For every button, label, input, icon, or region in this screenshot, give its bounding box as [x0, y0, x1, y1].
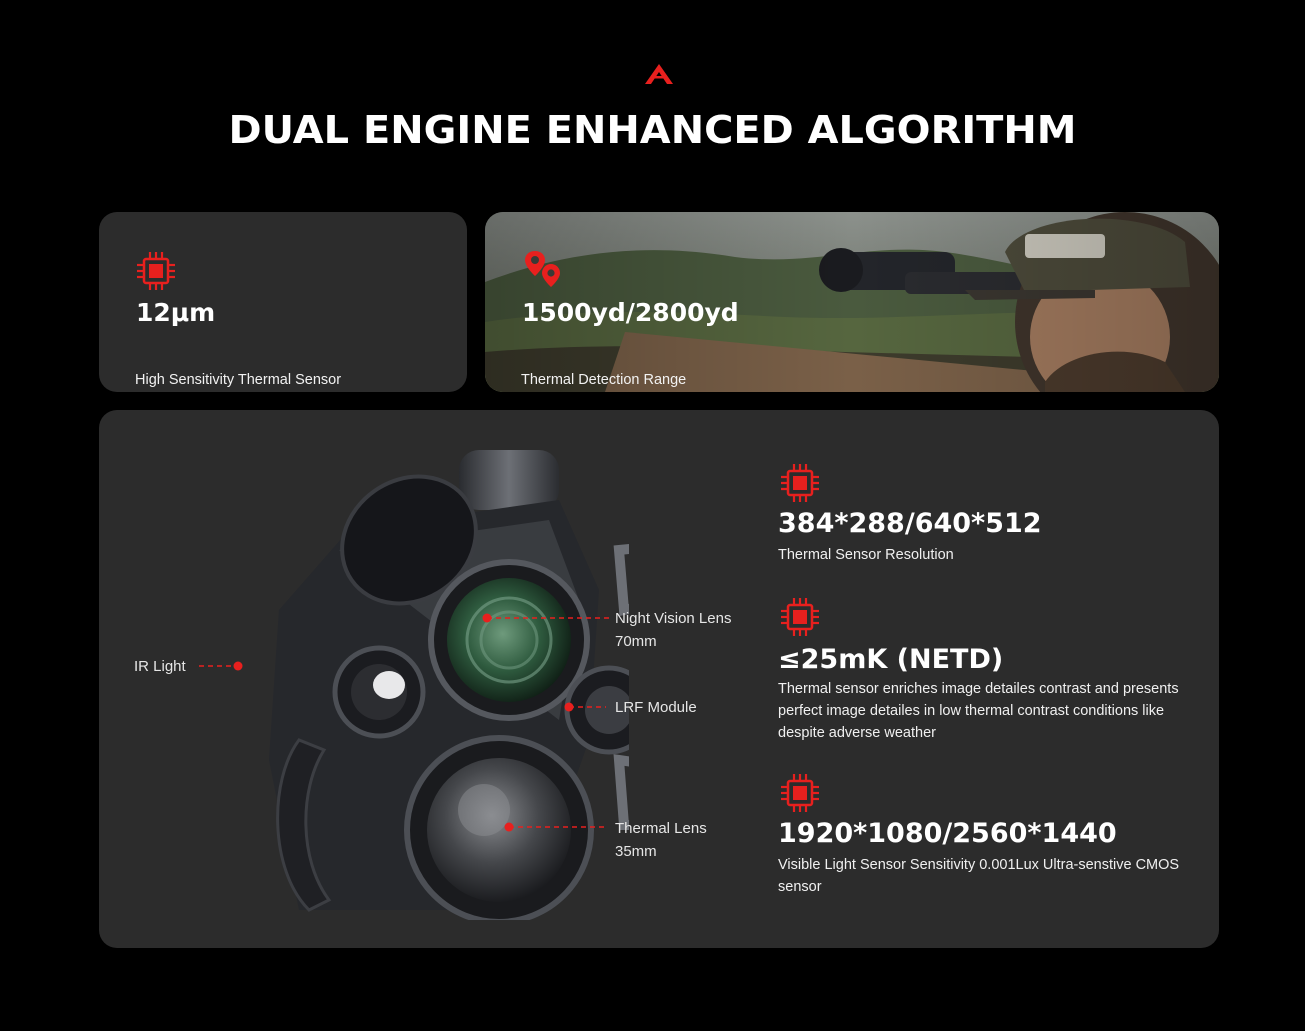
- callout-ir-light: IR Light: [134, 658, 186, 675]
- callout-lrf: LRF Module: [615, 699, 697, 716]
- range-card: [485, 212, 1219, 392]
- chip-icon: [779, 462, 821, 504]
- spec-netd-value: ≤25mK (NETD): [778, 644, 1004, 675]
- specs-card: [99, 410, 1219, 948]
- spec-netd-desc: Thermal sensor enriches image detailes contrast and presents perfect image detailes in low thermal contrast conditions like despite adverse weather: [778, 681, 1179, 741]
- sensor-card: [99, 212, 467, 392]
- spec-resolution-value: 384*288/640*512: [778, 508, 1042, 539]
- page-title: DUAL ENGINE ENHANCED ALGORITHM: [228, 108, 1077, 152]
- chip-icon: [779, 596, 821, 638]
- range-label: Thermal Detection Range: [521, 372, 687, 388]
- spec-visible-desc: Visible Light Sensor Sensitivity 0.001Lux Ultra-senstive CMOS sensor: [778, 857, 1180, 895]
- chip-icon: [135, 250, 177, 292]
- sensor-value: 12μm: [136, 298, 216, 327]
- chip-icon: [779, 772, 821, 814]
- brand-triangle-icon: [643, 62, 675, 86]
- callout-night-vision: Night Vision Lens 70mm: [615, 610, 732, 650]
- device-image: [229, 440, 629, 920]
- spec-resolution-desc: Thermal Sensor Resolution: [778, 547, 954, 563]
- location-pin-icon: [523, 248, 565, 290]
- spec-visible-value: 1920*1080/2560*1440: [778, 818, 1117, 849]
- sensor-label: High Sensitivity Thermal Sensor: [135, 372, 342, 388]
- callout-thermal-lens: Thermal Lens 35mm: [615, 820, 707, 860]
- range-value: 1500yd/2800yd: [522, 298, 739, 327]
